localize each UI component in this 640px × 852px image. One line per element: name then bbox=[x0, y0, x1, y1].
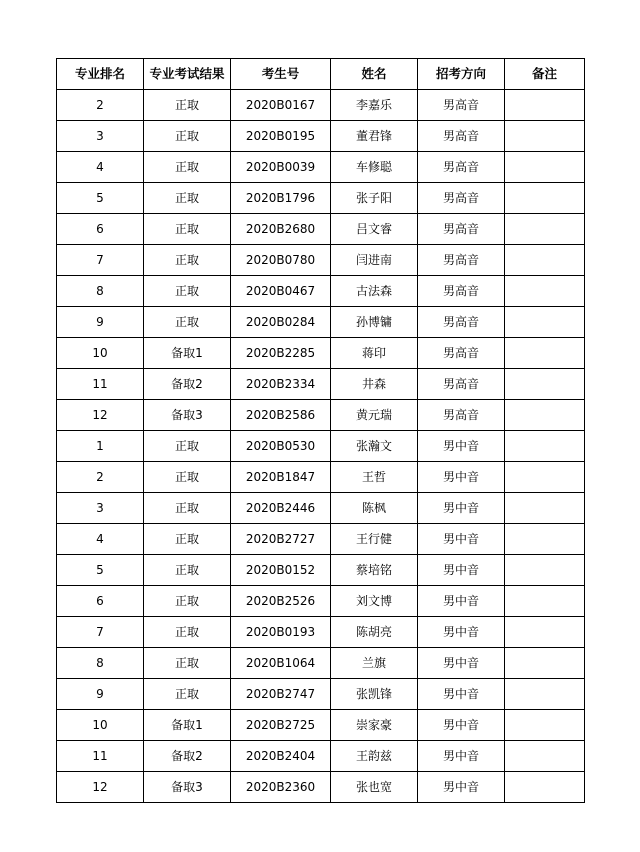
candidate-id-cell: 2020B0195 bbox=[231, 121, 331, 152]
rank-cell: 10 bbox=[57, 710, 144, 741]
candidate-id-cell: 2020B0167 bbox=[231, 90, 331, 121]
direction-cell: 男中音 bbox=[418, 648, 505, 679]
candidate-id-cell: 2020B0039 bbox=[231, 152, 331, 183]
direction-cell: 男中音 bbox=[418, 586, 505, 617]
exam-result-cell: 正取 bbox=[144, 214, 231, 245]
name-cell: 张凯锋 bbox=[331, 679, 418, 710]
remarks-cell bbox=[505, 245, 585, 276]
remarks-cell bbox=[505, 369, 585, 400]
name-cell: 黄元瑞 bbox=[331, 400, 418, 431]
rank-cell: 5 bbox=[57, 183, 144, 214]
table-row bbox=[57, 586, 585, 617]
header-name: 姓名 bbox=[331, 59, 418, 90]
candidate-id-cell: 2020B2446 bbox=[231, 493, 331, 524]
table-row bbox=[57, 462, 585, 493]
remarks-cell bbox=[505, 741, 585, 772]
table-row bbox=[57, 772, 585, 803]
exam-result-cell: 正取 bbox=[144, 245, 231, 276]
candidate-id-cell: 2020B2334 bbox=[231, 369, 331, 400]
name-cell: 李嘉乐 bbox=[331, 90, 418, 121]
table-row bbox=[57, 741, 585, 772]
direction-cell: 男高音 bbox=[418, 245, 505, 276]
direction-cell: 男中音 bbox=[418, 555, 505, 586]
name-cell: 兰旗 bbox=[331, 648, 418, 679]
rank-cell: 7 bbox=[57, 617, 144, 648]
rank-cell: 4 bbox=[57, 524, 144, 555]
exam-result-cell: 正取 bbox=[144, 555, 231, 586]
candidate-id-cell: 2020B2725 bbox=[231, 710, 331, 741]
candidate-id-cell: 2020B1847 bbox=[231, 462, 331, 493]
exam-result-cell: 正取 bbox=[144, 524, 231, 555]
direction-cell: 男高音 bbox=[418, 152, 505, 183]
name-cell: 陈胡亮 bbox=[331, 617, 418, 648]
table-row bbox=[57, 276, 585, 307]
rank-cell: 9 bbox=[57, 307, 144, 338]
direction-cell: 男中音 bbox=[418, 431, 505, 462]
exam-result-cell: 正取 bbox=[144, 679, 231, 710]
direction-cell: 男中音 bbox=[418, 741, 505, 772]
name-cell: 张瀚文 bbox=[331, 431, 418, 462]
name-cell: 王哲 bbox=[331, 462, 418, 493]
exam-result-cell: 正取 bbox=[144, 462, 231, 493]
rank-cell: 9 bbox=[57, 679, 144, 710]
header-direction: 招考方向 bbox=[418, 59, 505, 90]
direction-cell: 男高音 bbox=[418, 183, 505, 214]
name-cell: 蒋印 bbox=[331, 338, 418, 369]
exam-result-cell: 正取 bbox=[144, 90, 231, 121]
remarks-cell bbox=[505, 555, 585, 586]
table-row bbox=[57, 648, 585, 679]
exam-result-cell: 备取1 bbox=[144, 338, 231, 369]
name-cell: 刘文博 bbox=[331, 586, 418, 617]
remarks-cell bbox=[505, 214, 585, 245]
remarks-cell bbox=[505, 121, 585, 152]
name-cell: 陈枫 bbox=[331, 493, 418, 524]
table-row bbox=[57, 369, 585, 400]
exam-result-cell: 正取 bbox=[144, 183, 231, 214]
name-cell: 董君锋 bbox=[331, 121, 418, 152]
exam-result-cell: 正取 bbox=[144, 648, 231, 679]
candidate-id-cell: 2020B0780 bbox=[231, 245, 331, 276]
direction-cell: 男高音 bbox=[418, 214, 505, 245]
direction-cell: 男高音 bbox=[418, 90, 505, 121]
remarks-cell bbox=[505, 772, 585, 803]
name-cell: 车修聪 bbox=[331, 152, 418, 183]
rank-cell: 11 bbox=[57, 369, 144, 400]
direction-cell: 男高音 bbox=[418, 121, 505, 152]
name-cell: 张也宽 bbox=[331, 772, 418, 803]
rank-cell: 12 bbox=[57, 772, 144, 803]
name-cell: 闫进南 bbox=[331, 245, 418, 276]
exam-result-cell: 备取2 bbox=[144, 369, 231, 400]
table-row bbox=[57, 338, 585, 369]
direction-cell: 男中音 bbox=[418, 617, 505, 648]
table-row bbox=[57, 214, 585, 245]
direction-cell: 男高音 bbox=[418, 338, 505, 369]
direction-cell: 男中音 bbox=[418, 524, 505, 555]
rank-cell: 5 bbox=[57, 555, 144, 586]
rank-cell: 2 bbox=[57, 90, 144, 121]
rank-cell: 7 bbox=[57, 245, 144, 276]
remarks-cell bbox=[505, 524, 585, 555]
exam-result-cell: 正取 bbox=[144, 121, 231, 152]
header-rank: 专业排名 bbox=[57, 59, 144, 90]
rank-cell: 3 bbox=[57, 121, 144, 152]
remarks-cell bbox=[505, 276, 585, 307]
rank-cell: 8 bbox=[57, 648, 144, 679]
candidate-id-cell: 2020B0467 bbox=[231, 276, 331, 307]
rank-cell: 2 bbox=[57, 462, 144, 493]
direction-cell: 男中音 bbox=[418, 679, 505, 710]
remarks-cell bbox=[505, 400, 585, 431]
table-row bbox=[57, 400, 585, 431]
exam-result-cell: 备取3 bbox=[144, 772, 231, 803]
header-candidate-id: 考生号 bbox=[231, 59, 331, 90]
name-cell: 孙博镛 bbox=[331, 307, 418, 338]
direction-cell: 男高音 bbox=[418, 400, 505, 431]
remarks-cell bbox=[505, 90, 585, 121]
header-remarks: 备注 bbox=[505, 59, 585, 90]
remarks-cell bbox=[505, 431, 585, 462]
candidate-id-cell: 2020B1064 bbox=[231, 648, 331, 679]
name-cell: 井森 bbox=[331, 369, 418, 400]
rank-cell: 11 bbox=[57, 741, 144, 772]
remarks-cell bbox=[505, 617, 585, 648]
candidate-id-cell: 2020B2404 bbox=[231, 741, 331, 772]
direction-cell: 男高音 bbox=[418, 369, 505, 400]
direction-cell: 男中音 bbox=[418, 493, 505, 524]
name-cell: 崇家豪 bbox=[331, 710, 418, 741]
table-row bbox=[57, 90, 585, 121]
candidate-id-cell: 2020B1796 bbox=[231, 183, 331, 214]
exam-result-cell: 正取 bbox=[144, 307, 231, 338]
candidate-id-cell: 2020B2360 bbox=[231, 772, 331, 803]
remarks-cell bbox=[505, 462, 585, 493]
remarks-cell bbox=[505, 493, 585, 524]
table-row bbox=[57, 431, 585, 462]
candidate-id-cell: 2020B0530 bbox=[231, 431, 331, 462]
direction-cell: 男中音 bbox=[418, 462, 505, 493]
remarks-cell bbox=[505, 679, 585, 710]
name-cell: 王韵兹 bbox=[331, 741, 418, 772]
candidate-id-cell: 2020B2727 bbox=[231, 524, 331, 555]
remarks-cell bbox=[505, 586, 585, 617]
exam-result-cell: 备取3 bbox=[144, 400, 231, 431]
header-row bbox=[57, 59, 585, 90]
exam-result-cell: 正取 bbox=[144, 493, 231, 524]
table-body bbox=[57, 90, 585, 803]
candidate-id-cell: 2020B0284 bbox=[231, 307, 331, 338]
remarks-cell bbox=[505, 338, 585, 369]
table-row bbox=[57, 555, 585, 586]
candidate-id-cell: 2020B2526 bbox=[231, 586, 331, 617]
exam-result-cell: 备取1 bbox=[144, 710, 231, 741]
table-row bbox=[57, 245, 585, 276]
direction-cell: 男高音 bbox=[418, 307, 505, 338]
remarks-cell bbox=[505, 152, 585, 183]
table-row bbox=[57, 524, 585, 555]
table-row bbox=[57, 152, 585, 183]
rank-cell: 1 bbox=[57, 431, 144, 462]
rank-cell: 10 bbox=[57, 338, 144, 369]
candidate-id-cell: 2020B2747 bbox=[231, 679, 331, 710]
direction-cell: 男中音 bbox=[418, 772, 505, 803]
rank-cell: 6 bbox=[57, 586, 144, 617]
rank-cell: 8 bbox=[57, 276, 144, 307]
table-row bbox=[57, 121, 585, 152]
exam-result-cell: 正取 bbox=[144, 586, 231, 617]
candidate-id-cell: 2020B2680 bbox=[231, 214, 331, 245]
candidate-id-cell: 2020B0193 bbox=[231, 617, 331, 648]
header-exam-result: 专业考试结果 bbox=[144, 59, 231, 90]
rank-cell: 12 bbox=[57, 400, 144, 431]
rank-cell: 6 bbox=[57, 214, 144, 245]
name-cell: 蔡培铭 bbox=[331, 555, 418, 586]
name-cell: 张子阳 bbox=[331, 183, 418, 214]
remarks-cell bbox=[505, 710, 585, 741]
table-row bbox=[57, 617, 585, 648]
table-row bbox=[57, 493, 585, 524]
candidate-id-cell: 2020B0152 bbox=[231, 555, 331, 586]
candidate-id-cell: 2020B2285 bbox=[231, 338, 331, 369]
exam-result-cell: 备取2 bbox=[144, 741, 231, 772]
name-cell: 王行健 bbox=[331, 524, 418, 555]
exam-result-cell: 正取 bbox=[144, 617, 231, 648]
exam-result-cell: 正取 bbox=[144, 431, 231, 462]
remarks-cell bbox=[505, 307, 585, 338]
remarks-cell bbox=[505, 183, 585, 214]
exam-result-cell: 正取 bbox=[144, 276, 231, 307]
exam-result-cell: 正取 bbox=[144, 152, 231, 183]
remarks-cell bbox=[505, 648, 585, 679]
rank-cell: 3 bbox=[57, 493, 144, 524]
rank-cell: 4 bbox=[57, 152, 144, 183]
table-row bbox=[57, 710, 585, 741]
table-row bbox=[57, 679, 585, 710]
candidate-id-cell: 2020B2586 bbox=[231, 400, 331, 431]
results-table bbox=[56, 58, 585, 803]
table-row bbox=[57, 183, 585, 214]
table-row bbox=[57, 307, 585, 338]
direction-cell: 男高音 bbox=[418, 276, 505, 307]
name-cell: 吕文睿 bbox=[331, 214, 418, 245]
name-cell: 古法森 bbox=[331, 276, 418, 307]
direction-cell: 男中音 bbox=[418, 710, 505, 741]
